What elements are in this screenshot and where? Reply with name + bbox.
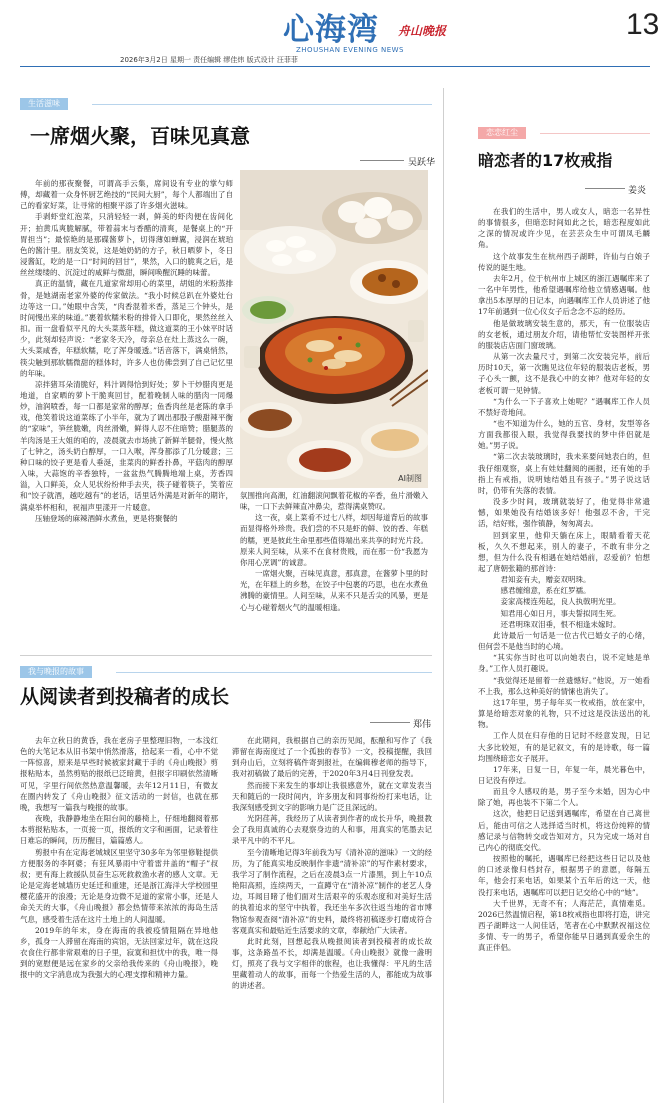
paragraph: 夜晚，我静静地坐在阳台间的藤椅上，仔细地翻阅着那本剪报粘贴本，一页接一页，报纸的文字和画面，记录着往日难忘的瞬间，历历醒目，篇篇感人。 (20, 814, 218, 846)
article-title-banquet: 一席烟火聚，百味见真意 (30, 124, 250, 148)
paragraph: 回到家里，他仰天躺在床上，眼睛看着天花板，久久不想起来，别人的妻子，不敢有非分之想，但为什么没有相遇在她结婚前，忍爱前？怕想起了唐朝张籍的那首诗： (478, 530, 650, 573)
paragraph: 氛围推向高潮，红油翻滚间飘着花椒的辛香，鱼片滑嫩入味，一口下去鲜辣直冲鼻尖，惹得满桌赞叹。 (240, 491, 428, 512)
paragraph: “我觉得还是留着一丝遗憾好。”他说，万一她看不上我，那么这种美好的情愫也消失了。 (478, 675, 650, 696)
paragraph: 17年来，日复一日，年复一年，晨光暮色中，日记没有停过。 (478, 764, 650, 785)
poem-line: 知君用心如日月，事夫誓拟同生死。 (500, 608, 621, 618)
paragraph: 至今清晰地记得3年前我为写《清补凉的滋味》一文的经历，为了能真实地反映制作非遗“清补凉”的写作素材要求，我学习了制作流程，之后在凌晨3点一片漆黑，到上午10点艳阳高照，连续两天，一直蹲守在“清补凉”制作的老艺人身边，耳闻目睹了他们面对生活艰辛的乐观态度和对美好生活的执着追求的坚守中执着，我还坐车多次往返当地的省市博物馆参观查阅“清补凉”的史料，最终将初稿逐步打磨成符合客观真实和最贴近生活要求的文章，奉献给广大读者。 (232, 847, 432, 935)
paragraph: 然而接下来发生的事却让我很感意外，就在文章发表当天和随后的一段时间内，许多朋友和同事纷纷打来电话，让我深刻感受到文字的影响力是广泛且深远的。 (232, 780, 432, 812)
paragraph: “也不知道为什么，她的五官、身材，发型等各方面我都很入眼，我觉得我要找的梦中伴侣就是她。”男子说。 (478, 418, 650, 451)
photo-credit: AI制图 (398, 474, 422, 483)
food-illustration (240, 170, 428, 488)
paragraph: 而且令人感叹的是，男子至今未婚，因为心中除了她，再也装不下第二个人。 (478, 787, 650, 808)
poem-line: 君知妾有夫，赠妾双明珠。 (500, 575, 591, 585)
masthead-rule (20, 66, 650, 67)
page-number: 13 (626, 8, 660, 41)
paragraph: 在我们的生活中，男人或女人，暗恋一名异性的事情很多，但暗恋时间如此之长，暗恋程度如此之深的情况或许少见，在芸芸众生中可谓凤毛麟角。 (478, 207, 650, 250)
paragraph: 压轴登场的麻辣酒鲜水煮鱼，更是将聚餐的 (35, 513, 178, 523)
paragraph: 这17年里，男子每年买一枚戒指，放在家中，算是给暗恋对象的礼物，只不过这是没法送出的礼物。 (478, 697, 650, 730)
paragraph: 手剥虾堂红泡菜，只消轻轻一剥，鲜美的虾肉便在齿间化开；拍黄瓜爽脆解腻，带着蒜末与香醋的清爽，是餐桌上的“开胃担当”；最惊艳的是那碟酱萝卜，切得薄如蝉翼，浸润在琥珀色的酱汁里。朋友笑说，这是她奶奶的方子，秋日晒萝卜，冬日浸酱缸，吃的是一口“时间的回甘”，果然，入口的脆爽之后，是丝丝缕缕的、沉淀过的咸鲜与微甜，瞬间唤醒沉睡的味蕾。 (20, 212, 233, 278)
paragraph: 凉拌猪耳朵清脆好，料汁调得恰到好处；萝卜干炒腊肉更是地道，自家晒的萝卜干脆爽回甘，配着晚制人味的腊肉一同爆炒，油润喷香，每一口都是家常的醇厚；鱼香肉丝是老陈的拿手戏，他笑着说这道菜练了小半年，就为了调出那股子酸甜辣平衡的“家味”，笋丝脆嫩，肉丝滑嫩，鲜得人忍不住暗赞；腊腿蒸的羊肉汤是王大姐的咱的，凌晨就去市场挑了新鲜羊腿骨，慢火熬了七钟之，汤头奶白醇厚，一口入喉，浑身都添了几分暖意；三种口味的饺子更是看人垂涎，韭菜肉的鲜香扑鼻，平菇肉的醇厚入味，大蒜饱的辛香独特，一盆盆热气腾腾地端上桌，芳香四溢，入口鲜美，众人见状纷纷伸手去夹，筷子碰着筷子，笑着应和“饺子就酒，越吃越有”的老话，话里话外满是对新年的期许，满桌举杯相和，祝福声里漾开一片暖意。 (20, 379, 233, 512)
paragraph: 一席烟火聚，百味见真意，那真意，在酱萝卜里的时光，在年糕上的乡愁，在饺子中包裹的巧思，也在水煮鱼沸腾的豪情里。人间至味，从来不只是舌尖的风暴，更是心与心碰着烟火气的温暖相逢。 (240, 569, 428, 612)
paragraph: 年前的那夜聚餐，可谓高手云集，席间设有专业的掌勺师傅，却藏着一众身怀厨艺绝技的“民间大厨”，每个人都端出了自己的看家好菜，让寻常的相聚平添了许多烟火滋味。 (20, 179, 233, 211)
column-tag-rule (540, 133, 650, 134)
section-title: 心海湾 (283, 12, 379, 48)
paragraph: 此诗最后一句话是一位古代已婚女子的心绪，但何尝不是他当时的心境。 (478, 630, 650, 652)
paragraph: 在此期间，我根据自己的亲历见闻，酝酿和写作了《我滞留在海南度过了一个孤独的春节》一文，投稿提醒，我回到舟山后，立刻将稿件寄到报社，在编辑穆老师的指导下，我对初稿做了最后的完善，于2020年3月4日刊登发表。 (232, 736, 432, 779)
paragraph: 大千世界，无奇不有；人海茫茫，真情难觅。2026已然温情启程，第18枚戒指也即将打造，讲完西子湖畔这一人间佳话，笔者在心中默默祝福这位多情、专一的男子，希望你能早日遇到真爱余生的真正伴侣。 (478, 898, 650, 953)
column-tag-romance: 恋恋红尘 (478, 127, 526, 139)
article-body-banquet-a (20, 178, 233, 524)
paragraph: 这个故事发生在杭州西子湖畔，许仙与白娘子传说的诞生地。 (478, 251, 650, 272)
article-body-rings (478, 206, 650, 953)
article-byline-growth: 郑伟 (413, 720, 432, 730)
paper-logo: 舟山晚报 (398, 24, 447, 38)
paragraph: 剪报中有在定海老城城区里坚守30多年为邻里修鞋提供方便服务的李阿婆；有狂风暴雨中守着雷井盖的“帽子”叔叔；更有海上救援队员奋生忘死救救渔水者的感人文章。无论是定海老城墙历史延迁和重建，还是浙江海洋大学校园里樱花盛开的浪漫；无论是身边微不足道的家常小事，还是人命关天的大事，《舟山晚报》都会热情带来浓浓的海岛生活气息，感受着生活在这片土地上的人间温暖。 (20, 847, 218, 924)
paragraph: 光阴荏苒，我经历了从读者到作者的成长升华，晚报教会了我用真诚的心去观察身边的人和事，用真实的笔墨去记录平凡中的不平凡。 (232, 814, 432, 846)
paragraph: 这次，他把日记送到遇嘱库，希望在自己离世后，能由可信之人选择适当时机，将这份纯粹的情感记录与信物转交或告知对方，只为完成一场对自己内心的彻底交代。 (478, 809, 650, 852)
poem-line: 还君明珠双泪垂，恨不相逢未嫁时。 (500, 619, 621, 629)
feast-table-image (240, 170, 428, 488)
paragraph: 从第一次去量尺寸，到第二次安装完毕，前后历时10天，第一次瞧见这位年轻的服装店老板，男子心头一颤，这不是我心中的女神？他对年轻的女老板可谓一见钟情。 (478, 352, 650, 395)
column-divider (443, 88, 444, 1103)
byline-rule (585, 188, 625, 189)
paragraph: 去年立秋日的黄昏，我在老房子里整理旧物，一本浅红色的大笔记本从旧书架中悄然滑落，拾起来一看，心中不觉一阵惊喜，原来是早些时候被家封藏于手的《舟山晚报》剪报粘贴本，虽然剪贴的报纸已泛暗黄，但报字印刷依然清晰可见，字里行间依然热意温馨暖，去年12月11日，有微友在圈内转发了《舟山晚报》征文活动的一封信，也就在那晚，我想写一篇我与晚报的故事。 (20, 736, 218, 812)
column-tag-life: 生活滋味 (20, 98, 68, 110)
section-subtitle: ZHOUSHAN EVENING NEWS (296, 46, 404, 54)
article-body-banquet-b (240, 490, 428, 613)
column-tag-story: 我与晚报的故事 (20, 666, 92, 678)
article-body-growth-a (20, 735, 218, 980)
article-title-growth: 从阅读者到投稿者的成长 (20, 686, 230, 708)
byline-rule (370, 722, 410, 723)
paragraph: “为什么一下子喜欢上她呢？”遇嘱库工作人员不禁好奇地问。 (478, 396, 650, 417)
issue-info: 2026年3月2日 星期一 责任编辑 缪佳炜 版式设计 汪菲菲 (120, 56, 298, 64)
paragraph: 2019年的年末，身在海南的我被疫情阻隔在异地他乡，孤身一人滞留在海南的宾馆，无法回家过年，就在这段衣食住行都非常艰难的日子里，寂寞和担忧中的我，唯一得到的宽慰便是远在家乡的父亲给我传来的《舟山晚报》，晚报中的文字消息成为我强大的心理支撑和精神力量。 (20, 925, 218, 980)
paragraph: 没多少时间，玻璃就装好了，他觉得非常遗憾，如果她没有结婚该多好！他强忍不舍，干完活，结好账，强作镇静，匆匆离去。 (478, 497, 650, 529)
paragraph: 真正的温情，藏在几道家常却用心的菜里，胡姐的米粉蒸排骨，是她湖南老家外婆的传家做法。“我小时候总趴在外婆灶台边等这一口。”她眼中含笑，“肉香混着米香，蒸足三个钟头，是时间慢出来的味道。”裹着软糯米粉的排骨入口即化，果然丝丝入扣。而一盘看似平凡的大头菜蒸年糕，做这道菜的王小妹平时话少，此刻却轻声说：“老家冬天冷，母亲总在灶上蒸这么一碗，大头菜咸香，年糕软糯，吃了浑身暖透。”话音落下，满桌悄然，筷尖触到那软糯微甜的糕体时，许多人也仿佛尝到了自己记忆里的年味。 (20, 279, 233, 378)
paragraph: 按照他的嘱托，遇嘱库已经把这些日记以及他的口述录像归档封存，根据男子的意愿，每隔五年，他会打来电话，如果某个五年后的这一天，他没打来电话，遇嘱库可以把日记交给心中的“她”。 (478, 854, 650, 897)
column-tag-rule (92, 104, 432, 105)
paragraph: 去年2月，位于杭州市上城区的浙江遇嘱库来了一名中年男性，他希望遇嘱库给他立情感遇嘱。他拿出5本厚厚的日记本，向遇嘱库工作人员讲述了他17年前遇到一位心仪女子后念念不忘的经历。 (478, 273, 650, 317)
article-title-rings: 暗恋者的17枚戒指 (478, 151, 613, 170)
article-byline-banquet: 吴跃华 (408, 158, 436, 168)
poem-line: 感君缠绵意，系在红罗襦。 (500, 586, 591, 596)
poem-line: 妾家高楼连苑起，良人执戟明光里。 (500, 597, 621, 607)
paragraph: 工作人员在归存他的日记时不经意发现，日记大多比较短，有的是记叙文，有的是诗歌，每一篇均围绕暗恋女子展开。 (478, 731, 650, 763)
article-byline-rings: 姜炎 (628, 186, 647, 196)
column-tag-rule (116, 672, 432, 673)
article-body-growth-b (232, 735, 432, 992)
paragraph: 此时此刻，回想起我从晚报阅读者到投稿者的成长故事，这条路虽不长，却满是温暖。《舟山晚报》就像一盏明灯，照亮了我与文字相伴的旅程，也让我懂得：平凡的生活里藏着动人的故事，而每一个热爱生活的人，都能成为故事的讲述者。 (232, 936, 432, 991)
paragraph: “第二次去装玻璃时，我未来要问她表白的，但我仔细观察，桌上有娃娃翻阅的画报，还有她的手指上有戒指，说明她结婚且有孩子。”男子说这话时，仍带有失落的表情。 (478, 452, 650, 495)
byline-rule (360, 160, 404, 161)
paragraph: “其实你当时也可以向她表白，说不定她是单身。”工作人员打趣说。 (478, 653, 650, 674)
paragraph: 他是做玻璃安装生意的，那天，有一位服装店的女老板，通过朋友介绍，请他帮忙安装图样开张的服装店店面门窗玻璃。 (478, 318, 650, 350)
section-divider (20, 655, 432, 656)
paragraph: 这一夜，桌上菜肴不过七八样，却因每道背后的故事而显得格外珍贵。我们尝的不只是虾的鲜、饺的香、年糕的糯，更是彼此生命里那些值得端出来共享的时光片段。原来人间至味，从来不在食材贵贱，而在那一份“我愿为你用心烹调”的诚意。 (240, 513, 428, 567)
